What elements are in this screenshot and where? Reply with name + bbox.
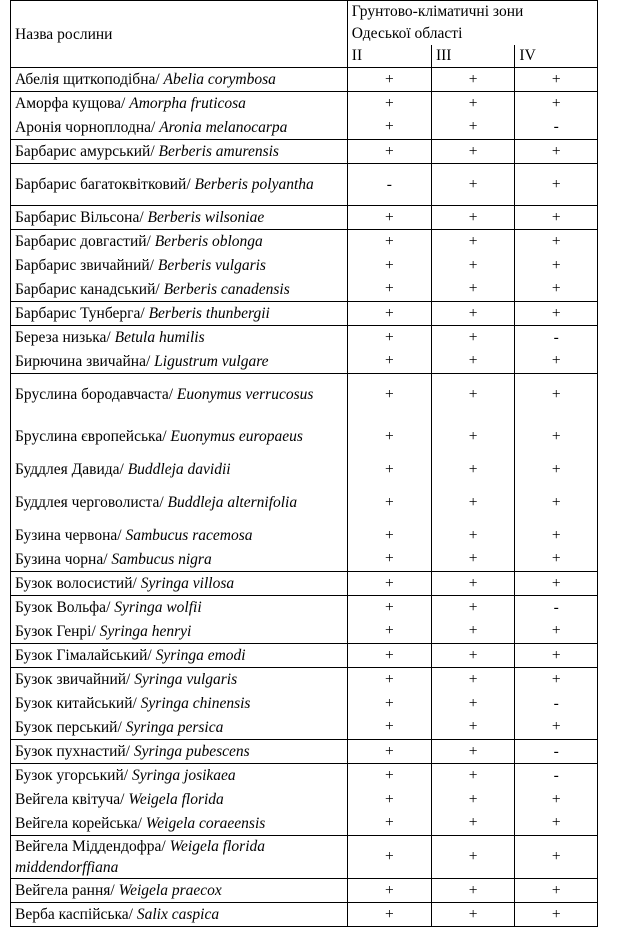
plant-latin-name: Euonymus verrucosus [176, 386, 314, 404]
plant-latin-name: Sambucus nigra [111, 550, 212, 568]
table-row [11, 116, 598, 140]
table-row [11, 903, 598, 927]
plant-name-cell [11, 278, 348, 302]
plant-latin-name: Berberis amurensis [158, 143, 279, 160]
plant-name-cell [11, 903, 348, 927]
zone-iv-cell: - [515, 764, 598, 788]
table-row [11, 326, 598, 350]
plant-latin-name: Syringa josikaea [131, 767, 236, 785]
zone-ii-cell: + [347, 764, 431, 788]
table-row [11, 374, 598, 416]
plant-name-cell [11, 764, 348, 788]
zone-ii-cell: + [347, 278, 431, 302]
plant-name-cell [11, 140, 348, 164]
plant-ukrainian-name: Барбарис звичайний/ [15, 257, 154, 274]
plant-latin-name: Berberis wilsoniae [147, 209, 265, 226]
table-row [11, 230, 598, 254]
table-row [11, 879, 598, 903]
zone-iv-cell: - [515, 326, 598, 350]
plant-ukrainian-name: Бузок Генрі/ [15, 622, 96, 640]
zone-ii-cell: + [347, 116, 431, 140]
zone-ii-cell: + [347, 548, 431, 572]
zone-iii-cell: + [431, 458, 514, 482]
table-row [11, 764, 598, 788]
table-row [11, 92, 598, 116]
zone-iii-cell: + [431, 326, 514, 350]
zone-ii-cell: + [347, 879, 431, 903]
zone-iv-cell: + [515, 140, 598, 164]
table-row [11, 68, 598, 92]
plant-ukrainian-name: Бузина чорна/ [15, 550, 108, 568]
zone-ii-cell: + [347, 740, 431, 764]
zone-iii-cell: + [431, 68, 514, 92]
zone-ii-cell: + [347, 326, 431, 350]
header-zone-ii: II [347, 45, 431, 68]
plant-name-cell [11, 254, 348, 278]
plant-latin-name: Buddleja davidii [127, 461, 231, 478]
zone-iv-cell: + [515, 836, 598, 879]
zone-ii-cell: + [347, 374, 431, 416]
zone-iii-cell: + [431, 548, 514, 572]
zone-ii-cell: + [347, 836, 431, 879]
plant-ukrainian-name: Буддлея Давида/ [15, 461, 124, 478]
table-row [11, 524, 598, 548]
table-row [11, 644, 598, 668]
plant-latin-name: Berberis oblonga [154, 233, 263, 251]
plant-latin-name: Syringa persica [125, 718, 224, 736]
zone-iv-cell: + [515, 230, 598, 254]
zone-ii-cell: + [347, 903, 431, 927]
zone-ii-cell: + [347, 716, 431, 740]
zone-iv-cell: + [515, 903, 598, 927]
zone-iv-cell: + [515, 548, 598, 572]
plant-ukrainian-name: Вейгела корейська/ [15, 814, 142, 832]
header-zone-iv: IV [515, 45, 598, 68]
plant-latin-name: Berberis vulgaris [157, 257, 266, 274]
plant-latin-name: Berberis polyantha [194, 176, 314, 193]
zone-ii-cell: + [347, 482, 431, 524]
zone-iv-cell: + [515, 620, 598, 644]
zone-ii-cell: + [347, 92, 431, 116]
plant-ukrainian-name: Барбарис Вільсона/ [15, 209, 144, 226]
zone-ii-cell: + [347, 788, 431, 812]
header-climate-zones [347, 1, 597, 46]
zone-ii-cell: + [347, 206, 431, 230]
plant-name-cell [11, 374, 348, 416]
plant-name-cell [11, 644, 348, 668]
plant-name-cell [11, 302, 348, 326]
zone-iii-cell: + [431, 620, 514, 644]
zone-iii-cell: + [431, 116, 514, 140]
zone-ii-cell: - [347, 164, 431, 206]
plant-ukrainian-name: Барбарис Тунберга/ [15, 305, 145, 322]
table-row [11, 716, 598, 740]
zone-iii-cell: + [431, 788, 514, 812]
plant-latin-name: Syringa pubescens [133, 743, 250, 760]
zone-iii-cell: + [431, 92, 514, 116]
plant-name-cell [11, 668, 348, 692]
table-row [11, 692, 598, 716]
plant-latin-name: Buddleja alternifolia [167, 494, 298, 511]
plant-ukrainian-name: Бузок Вольфа/ [15, 599, 111, 617]
zone-iii-cell: + [431, 668, 514, 692]
zone-iv-cell: + [515, 350, 598, 374]
plant-name-cell [11, 692, 348, 716]
plant-latin-name: Ligustrum vulgare [154, 352, 269, 370]
zone-iii-cell: + [431, 230, 514, 254]
zone-iv-cell: + [515, 879, 598, 903]
table-row [11, 140, 598, 164]
table-row [11, 482, 598, 524]
plant-name-cell [11, 788, 348, 812]
plant-ukrainian-name: Вейгела рання/ [15, 882, 115, 899]
plant-ukrainian-name: Абелія щиткоподібна/ [15, 71, 160, 88]
zone-iii-cell: + [431, 416, 514, 458]
plant-ukrainian-name: Вейгела Міддендофра/ [15, 838, 166, 855]
plant-latin-name: Syringa henryi [99, 622, 192, 640]
zone-iv-cell: + [515, 524, 598, 548]
plant-latin-name: Syringa emodi [155, 647, 246, 664]
plant-latin-name: Berberis thunbergii [148, 305, 270, 322]
zone-iv-cell: + [515, 374, 598, 416]
zone-iv-cell: + [515, 572, 598, 596]
header-zone-iii: III [431, 45, 514, 68]
plant-ukrainian-name: Бузок китайський/ [15, 695, 137, 712]
table-row [11, 788, 598, 812]
plant-latin-name: Abelia corymbosa [163, 71, 276, 88]
zone-ii-cell: + [347, 812, 431, 836]
plant-ukrainian-name: Бруслина бородавчаста/ [15, 386, 174, 404]
plant-name-cell [11, 482, 348, 524]
table-row [11, 416, 598, 458]
plant-latin-name: Berberis canadensis [163, 280, 290, 298]
plant-name-cell [11, 836, 348, 879]
plant-ukrainian-name: Барбарис довгастий/ [15, 233, 151, 251]
plant-latin-name: Weigela florida middendorffiana [15, 838, 265, 876]
plant-latin-name: Euonymus europaeus [170, 428, 303, 445]
zone-ii-cell: + [347, 620, 431, 644]
zone-ii-cell: + [347, 572, 431, 596]
zone-iv-cell: + [515, 482, 598, 524]
plant-name-cell [11, 350, 348, 374]
zone-iv-cell: + [515, 206, 598, 230]
table-row [11, 740, 598, 764]
zone-ii-cell: + [347, 230, 431, 254]
zone-iv-cell: + [515, 812, 598, 836]
plant-ukrainian-name: Бузок звичайний/ [15, 671, 131, 689]
zone-iii-cell: + [431, 764, 514, 788]
plant-latin-name: Sambucus racemosa [125, 527, 253, 544]
zone-iii-cell: + [431, 836, 514, 879]
zone-iii-cell: + [431, 879, 514, 903]
plant-name-cell [11, 92, 348, 116]
zone-ii-cell: + [347, 140, 431, 164]
table-row [11, 458, 598, 482]
plant-ukrainian-name: Бузок пухнастий/ [15, 743, 130, 760]
zone-iv-cell: - [515, 596, 598, 620]
plant-ukrainian-name: Бузок угорський/ [15, 767, 129, 785]
plant-name-cell [11, 116, 348, 140]
plants-table [10, 0, 598, 927]
zone-iv-cell: - [515, 692, 598, 716]
table-row [11, 302, 598, 326]
plant-latin-name: Syringa vulgaris [134, 671, 238, 689]
plant-name-cell [11, 326, 348, 350]
plant-name-cell [11, 879, 348, 903]
table-row [11, 206, 598, 230]
plant-latin-name: Syringa chinensis [140, 695, 251, 712]
header-zones-line1: Грунтово-кліматичні зони [351, 3, 524, 20]
zone-iv-cell: + [515, 302, 598, 326]
zone-iii-cell: + [431, 740, 514, 764]
plant-name-cell [11, 416, 348, 458]
zone-iv-cell: + [515, 416, 598, 458]
plant-ukrainian-name: Барбарис амурський/ [15, 143, 155, 160]
plant-ukrainian-name: Вейгела квітуча/ [15, 791, 125, 808]
plant-latin-name: Betula humilis [114, 329, 205, 347]
zone-iii-cell: + [431, 524, 514, 548]
plant-latin-name: Syringa villosa [140, 575, 235, 592]
table-row [11, 164, 598, 206]
table-row [11, 278, 598, 302]
plant-latin-name: Weigela coraeensis [145, 814, 266, 832]
plant-name-cell [11, 596, 348, 620]
plant-name-cell [11, 812, 348, 836]
zone-ii-cell: + [347, 524, 431, 548]
table-body [11, 68, 598, 927]
zone-iii-cell: + [431, 596, 514, 620]
zone-iv-cell: + [515, 788, 598, 812]
zone-iii-cell: + [431, 254, 514, 278]
plant-ukrainian-name: Буддлея черговолиста/ [15, 494, 164, 511]
plant-name-cell [11, 524, 348, 548]
zone-ii-cell: + [347, 668, 431, 692]
zone-iv-cell: + [515, 668, 598, 692]
zone-iii-cell: + [431, 164, 514, 206]
header-zones-line2: Одеської області [351, 25, 463, 42]
zone-ii-cell: + [347, 458, 431, 482]
zone-ii-cell: + [347, 692, 431, 716]
plant-name-cell [11, 68, 348, 92]
zone-iii-cell: + [431, 350, 514, 374]
zone-ii-cell: + [347, 302, 431, 326]
zone-iii-cell: + [431, 903, 514, 927]
zone-iv-cell: + [515, 278, 598, 302]
zone-iii-cell: + [431, 812, 514, 836]
plant-ukrainian-name: Аморфа кущова/ [15, 95, 126, 113]
zone-iv-cell: + [515, 254, 598, 278]
table-row [11, 812, 598, 836]
header-plant-name: Назва рослини [11, 1, 348, 68]
zone-iv-cell: + [515, 92, 598, 116]
plant-name-cell [11, 164, 348, 206]
plant-latin-name: Aronia melanocarpa [159, 118, 288, 136]
plant-ukrainian-name: Барбарис багатоквітковий/ [15, 176, 191, 193]
zone-ii-cell: + [347, 350, 431, 374]
zone-iv-cell: + [515, 458, 598, 482]
zone-ii-cell: + [347, 644, 431, 668]
plant-name-cell [11, 572, 348, 596]
plant-name-cell [11, 716, 348, 740]
table-row [11, 572, 598, 596]
table-row [11, 548, 598, 572]
zone-ii-cell: + [347, 596, 431, 620]
plant-ukrainian-name: Береза низька/ [15, 329, 111, 347]
plant-ukrainian-name: Бузок волосистий/ [15, 575, 137, 592]
plant-name-cell [11, 740, 348, 764]
zone-iii-cell: + [431, 572, 514, 596]
plant-name-cell [11, 206, 348, 230]
zone-iii-cell: + [431, 482, 514, 524]
zone-iii-cell: + [431, 206, 514, 230]
zone-iv-cell: + [515, 164, 598, 206]
table-row [11, 350, 598, 374]
plant-latin-name: Salix caspica [136, 906, 220, 923]
plant-ukrainian-name: Аронія чорноплодна/ [15, 118, 156, 136]
zone-iii-cell: + [431, 278, 514, 302]
zone-iv-cell: - [515, 116, 598, 140]
table-row [11, 620, 598, 644]
table-row [11, 254, 598, 278]
zone-iii-cell: + [431, 140, 514, 164]
plant-ukrainian-name: Бузок Гімалайський/ [15, 647, 152, 664]
plant-latin-name: Weigela florida [128, 791, 224, 808]
plant-name-cell [11, 620, 348, 644]
plant-ukrainian-name: Верба каспійська/ [15, 906, 133, 923]
zone-ii-cell: + [347, 254, 431, 278]
zone-iii-cell: + [431, 644, 514, 668]
zone-iii-cell: + [431, 374, 514, 416]
zone-iv-cell: + [515, 68, 598, 92]
zone-iv-cell: - [515, 740, 598, 764]
table-row [11, 668, 598, 692]
table-row [11, 836, 598, 879]
plant-ukrainian-name: Бузина червона/ [15, 527, 122, 544]
plant-latin-name: Amorpha fruticosa [129, 95, 246, 113]
plant-ukrainian-name: Бруслина європейська/ [15, 428, 167, 445]
table-row [11, 596, 598, 620]
zone-iii-cell: + [431, 302, 514, 326]
plant-name-cell [11, 548, 348, 572]
zone-iii-cell: + [431, 692, 514, 716]
plant-latin-name: Syringa wolfii [114, 599, 202, 617]
zone-iv-cell: + [515, 716, 598, 740]
plant-name-cell [11, 230, 348, 254]
plant-latin-name: Weigela praecox [118, 882, 222, 899]
zone-ii-cell: + [347, 416, 431, 458]
plant-ukrainian-name: Бирючина звичайна/ [15, 352, 151, 370]
plant-ukrainian-name: Барбарис канадський/ [15, 280, 160, 298]
zone-iii-cell: + [431, 716, 514, 740]
plant-ukrainian-name: Бузок перський/ [15, 718, 122, 736]
zone-ii-cell: + [347, 68, 431, 92]
plant-name-cell [11, 458, 348, 482]
zone-iv-cell: + [515, 644, 598, 668]
